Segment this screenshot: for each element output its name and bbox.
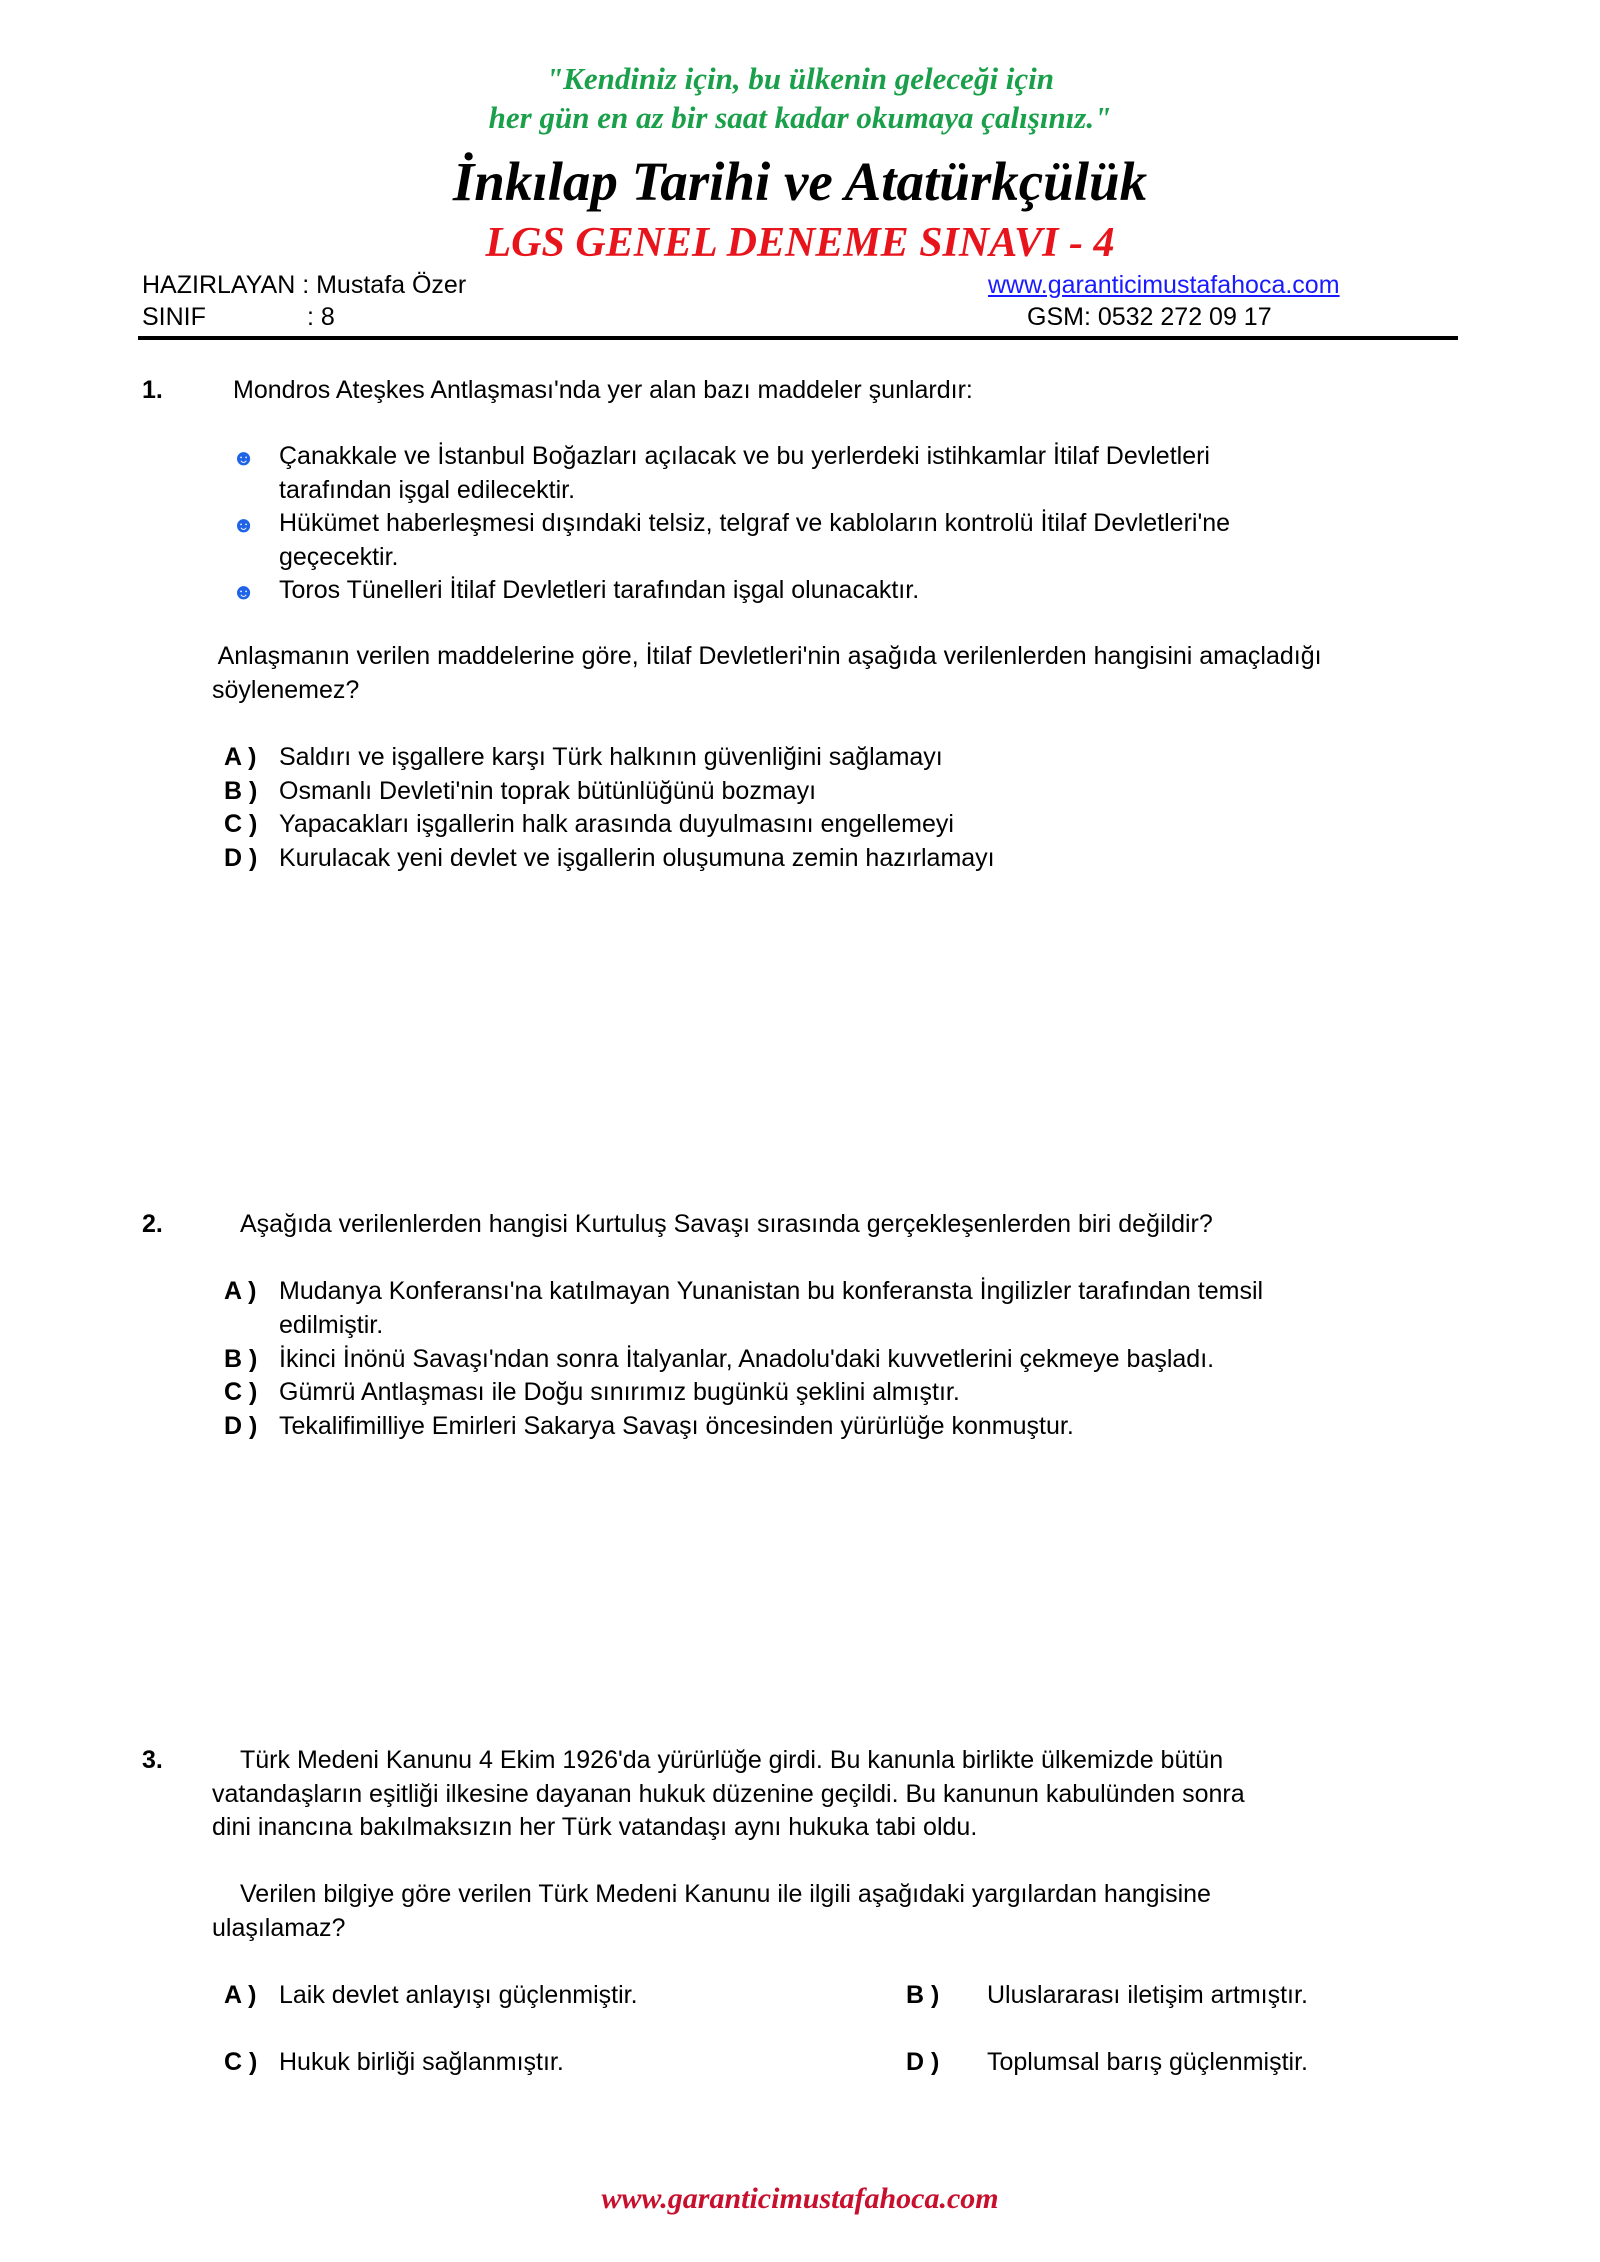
question-paragraph: dini inancına bakılmaksızın her Türk vatandaşı aynı hukuka tabi oldu. <box>212 1813 978 1841</box>
option-text[interactable]: Saldırı ve işgallere karşı Türk halkının güvenliğini sağlamayı <box>279 743 943 771</box>
option-label: C ) <box>224 1378 258 1406</box>
author-label: HAZIRLAYAN : Mustafa Özer <box>142 271 467 299</box>
motto-line-1: "Kendiniz için, bu ülkenin geleceği için <box>545 61 1055 96</box>
motto-line-2: her gün en az bir saat kadar okumaya çalışınız." <box>488 100 1112 135</box>
class-label: SINIF <box>142 303 206 331</box>
smiley-bullet-icon: ☻ <box>232 445 256 470</box>
question-number: 1. <box>142 376 163 404</box>
bullet-text: tarafından işgal edilecektir. <box>279 476 576 504</box>
option-text[interactable]: Hukuk birliği sağlanmıştır. <box>279 2048 564 2076</box>
option-label: B ) <box>224 777 258 805</box>
bullet-text: Hükümet haberleşmesi dışındaki telsiz, telgraf ve kabloların kontrolü İtilaf Devletleri'ne <box>279 509 1231 537</box>
option-text[interactable]: Tekalifimilliye Emirleri Sakarya Savaşı öncesinden yürürlüğe konmuştur. <box>279 1412 1074 1440</box>
class-value: : 8 <box>307 303 335 331</box>
footer-website[interactable]: www.garanticimustafahoca.com <box>601 2182 999 2215</box>
phone-number: GSM: 0532 272 09 17 <box>1027 303 1272 331</box>
option-label: C ) <box>224 2048 258 2076</box>
exam-subtitle: LGS GENEL DENEME SINAVI - 4 <box>485 220 1115 266</box>
website-link[interactable]: www.garanticimustafahoca.com <box>988 271 1340 299</box>
option-text[interactable]: Mudanya Konferansı'na katılmayan Yunanistan bu konferansta İngilizler tarafından temsil <box>279 1277 1264 1305</box>
question-intro: Mondros Ateşkes Antlaşması'nda yer alan bazı maddeler şunlardır: <box>233 376 973 404</box>
question-number: 3. <box>142 1746 163 1774</box>
option-text[interactable]: İkinci İnönü Savaşı'ndan sonra İtalyanlar, Anadolu'daki kuvvetlerini çekmeye başladı. <box>279 1345 1215 1373</box>
option-label: A ) <box>224 1277 257 1305</box>
option-text[interactable]: Laik devlet anlayışı güçlenmiştir. <box>279 1981 638 2009</box>
option-label: A ) <box>224 743 257 771</box>
option-text[interactable]: Osmanlı Devleti'nin toprak bütünlüğünü bozmayı <box>279 777 817 805</box>
smiley-bullet-icon: ☻ <box>232 512 256 537</box>
option-label: D ) <box>906 2048 940 2076</box>
smiley-bullet-icon: ☻ <box>232 579 256 604</box>
bullet-text: Toros Tünelleri İtilaf Devletleri tarafından işgal olunacaktır. <box>279 576 920 604</box>
option-text[interactable]: edilmiştir. <box>279 1311 384 1339</box>
question-paragraph: vatandaşların eşitliği ilkesine dayanan hukuk düzenine geçildi. Bu kanunun kabulünden sonra <box>212 1780 1245 1808</box>
option-text[interactable]: Toplumsal barış güçlenmiştir. <box>987 2048 1308 2076</box>
option-label: D ) <box>224 1412 258 1440</box>
option-label: B ) <box>224 1345 258 1373</box>
question-stem: Aşağıda verilenlerden hangisi Kurtuluş Savaşı sırasında gerçekleşenlerden biri değildir? <box>240 1210 1213 1238</box>
question-stem: söylenemez? <box>212 676 360 704</box>
question-stem: Verilen bilgiye göre verilen Türk Medeni Kanunu ile ilgili aşağıdaki yargılardan hangisine <box>240 1880 1211 1908</box>
option-text[interactable]: Yapacakları işgallerin halk arasında duyulmasını engellemeyi <box>279 810 954 838</box>
option-text[interactable]: Gümrü Antlaşması ile Doğu sınırımız bugünkü şeklini almıştır. <box>279 1378 960 1406</box>
option-label: A ) <box>224 1981 257 2009</box>
option-label: B ) <box>906 1981 940 2009</box>
option-text[interactable]: Kurulacak yeni devlet ve işgallerin oluşumuna zemin hazırlamayı <box>279 844 995 872</box>
question-number: 2. <box>142 1210 163 1238</box>
bullet-text: Çanakkale ve İstanbul Boğazları açılacak ve bu yerlerdeki istihkamlar İtilaf Devletleri <box>279 442 1210 470</box>
question-stem: ulaşılamaz? <box>212 1914 346 1942</box>
question-stem: Anlaşmanın verilen maddelerine göre, İtilaf Devletleri'nin aşağıda verilenlerden hangisini amaçladığı <box>212 642 1322 670</box>
option-label: C ) <box>224 810 258 838</box>
page-title: İnkılap Tarihi ve Atatürkçülük <box>452 151 1148 212</box>
option-label: D ) <box>224 844 258 872</box>
option-text[interactable]: Uluslararası iletişim artmıştır. <box>987 1981 1308 2009</box>
header-divider <box>138 336 1458 340</box>
question-paragraph: Türk Medeni Kanunu 4 Ekim 1926'da yürürlüğe girdi. Bu kanunla birlikte ülkemizde bütün <box>240 1746 1224 1774</box>
bullet-text: geçecektir. <box>279 543 399 571</box>
